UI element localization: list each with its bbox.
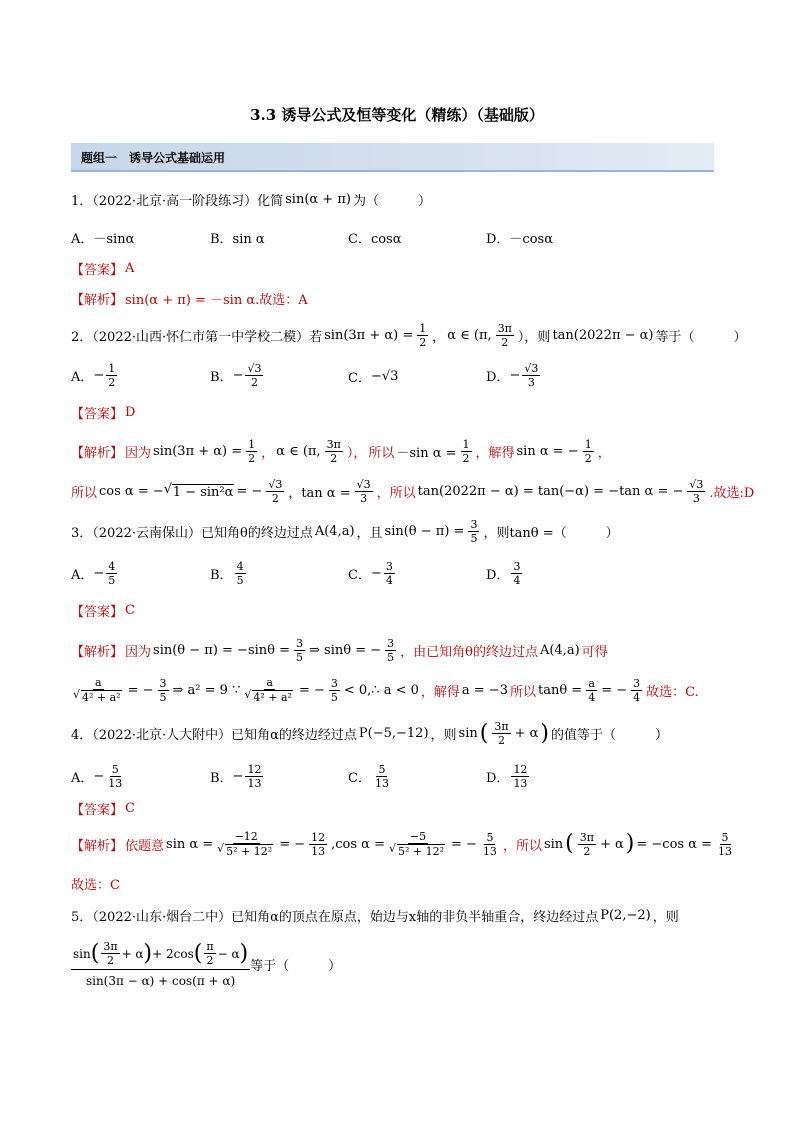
q1-option-d: D．－cosα bbox=[486, 232, 553, 247]
q3-analysis-line-2: a √ 4² + a² = − $\frac{3}{5}$ ⇒ a² = 9 ∵ a √ 4² + a² = − $\frac{3}{5}$ < 0,∴ a < 0 ，解得 a = −3 所以 tanθ = $\frac{a}{4}$ = − $\frac{3}{4}$ 故选：C. bbox=[71, 676, 699, 704]
q4-option-b: B． − $\frac{12}{13}$ bbox=[210, 763, 262, 790]
section-header bbox=[71, 143, 714, 172]
question-4-stem: 4．（2022·北京·人大附中）已知角α的终边经过点 P(−5,−12) ，则 sin ( $\frac{3\pi}{2}$ + α ) 的值等于（ ） bbox=[71, 720, 668, 747]
q3-option-a: A． − $\frac{4}{5}$ bbox=[71, 560, 116, 587]
q4-conclusion: 故选：C bbox=[71, 878, 120, 893]
q3-answer: 【答案】 C bbox=[71, 603, 135, 620]
q3-analysis-line-1: 【解析】 因为 sin(θ − π) = −sinθ = $\frac{3}{5}$ ⇒ sinθ = − $\frac{3}{5}$ ，由已知角θ的终边过点 A(4,a) 可得 bbox=[71, 637, 608, 664]
page-title: 3.3 诱导公式及恒等变化（精练）（基础版） bbox=[250, 106, 544, 124]
q1-analysis: 【解析】 sin(α + π) = －sin α.故选：A bbox=[71, 293, 308, 308]
q4-analysis: 【解析】 依题意 sin α = −12 √ 5² + 12² = − $\frac{12}{13}$ ,cos α = −5 √ 5² + 12² = − $\frac{5}{13}$ ，所以 sin ( $\frac{3\pi}{2}$ + α ) = −cos α = $\frac{5}{13}$ bbox=[71, 830, 736, 858]
q2-option-c: C． −√3 bbox=[348, 369, 399, 386]
q2-analysis-line-2: 所以 cos α = − √ 1 − sin²α = − $\frac{√3}{2}$ ，tan α = $\frac{√3}{3}$ ，所以 tan(2022π − α) = tan(−α) = −tan α = − $\frac{√3}{3}$ .故选:D bbox=[71, 478, 754, 505]
q2-analysis-line-1: 【解析】 因为 sin(3π + α) = $\frac{1}{2}$ ， α ∈ (π, $\frac{3\pi}{2}$ ）， 所以 －sin α = $\frac{1}{2}$ ，解得 sin α = − $\frac{1}{2}$ ， bbox=[71, 438, 611, 465]
q1-option-a: A．－sinα bbox=[71, 232, 135, 247]
q4-option-a: A． − $\frac{5}{13}$ bbox=[71, 763, 123, 790]
q1-option-c: C．cosα bbox=[348, 232, 402, 247]
question-1-stem: 1．（2022·北京·高一阶段练习）化简 sin(α + π) 为（ ） bbox=[71, 192, 431, 209]
q3-option-b: B． $\frac{4}{5}$ bbox=[210, 560, 244, 587]
q2-option-d: D． − $\frac{√3}{3}$ bbox=[486, 362, 539, 389]
q2-option-b: B． − $\frac{√3}{2}$ bbox=[210, 362, 262, 389]
q4-option-c: C． $\frac{5}{13}$ bbox=[348, 763, 389, 790]
question-2-stem: 2．（2022·山西·怀仁市第一中学校二模）若 sin(3π + α) = $\frac{1}{2}$ ， α ∈ (π, $\frac{3\pi}{2}$ ），则 tan(2022π − α) 等于（ ） bbox=[71, 322, 747, 349]
q2-answer: 【答案】 D bbox=[71, 405, 136, 422]
q3-option-d: D． $\frac{3}{4}$ bbox=[486, 560, 521, 587]
q2-option-a: A． − $\frac{1}{2}$ bbox=[71, 362, 116, 389]
question-5-stem: 5．（2022·山东·烟台二中）已知角α的顶点在原点，始边与x轴的非负半轴重合，终边经过点 P(2,−2) ，则 bbox=[71, 908, 679, 925]
q1-answer: 【答案】 A bbox=[71, 261, 135, 278]
q5-expression: sin ( $\frac{3\pi}{2}$ + α ) + 2cos ( $\frac{\pi}{2}$ − α ) sin(3π − α) + cos(π + α) 等于（ ） bbox=[73, 940, 342, 988]
section-title: 题组一 诱导公式基础运用 bbox=[81, 151, 226, 165]
q3-option-c: C． − $\frac{3}{4}$ bbox=[348, 560, 393, 587]
question-3-stem: 3．（2022·云南保山）已知角θ的终边过点 A(4,a) ，且 sin(θ − π) = $\frac{3}{5}$ ，则tanθ =（ ） bbox=[71, 518, 619, 545]
q4-answer: 【答案】 C bbox=[71, 801, 135, 818]
q1-option-b: B．sin α bbox=[210, 232, 265, 247]
q4-option-d: D． $\frac{12}{13}$ bbox=[486, 763, 528, 790]
